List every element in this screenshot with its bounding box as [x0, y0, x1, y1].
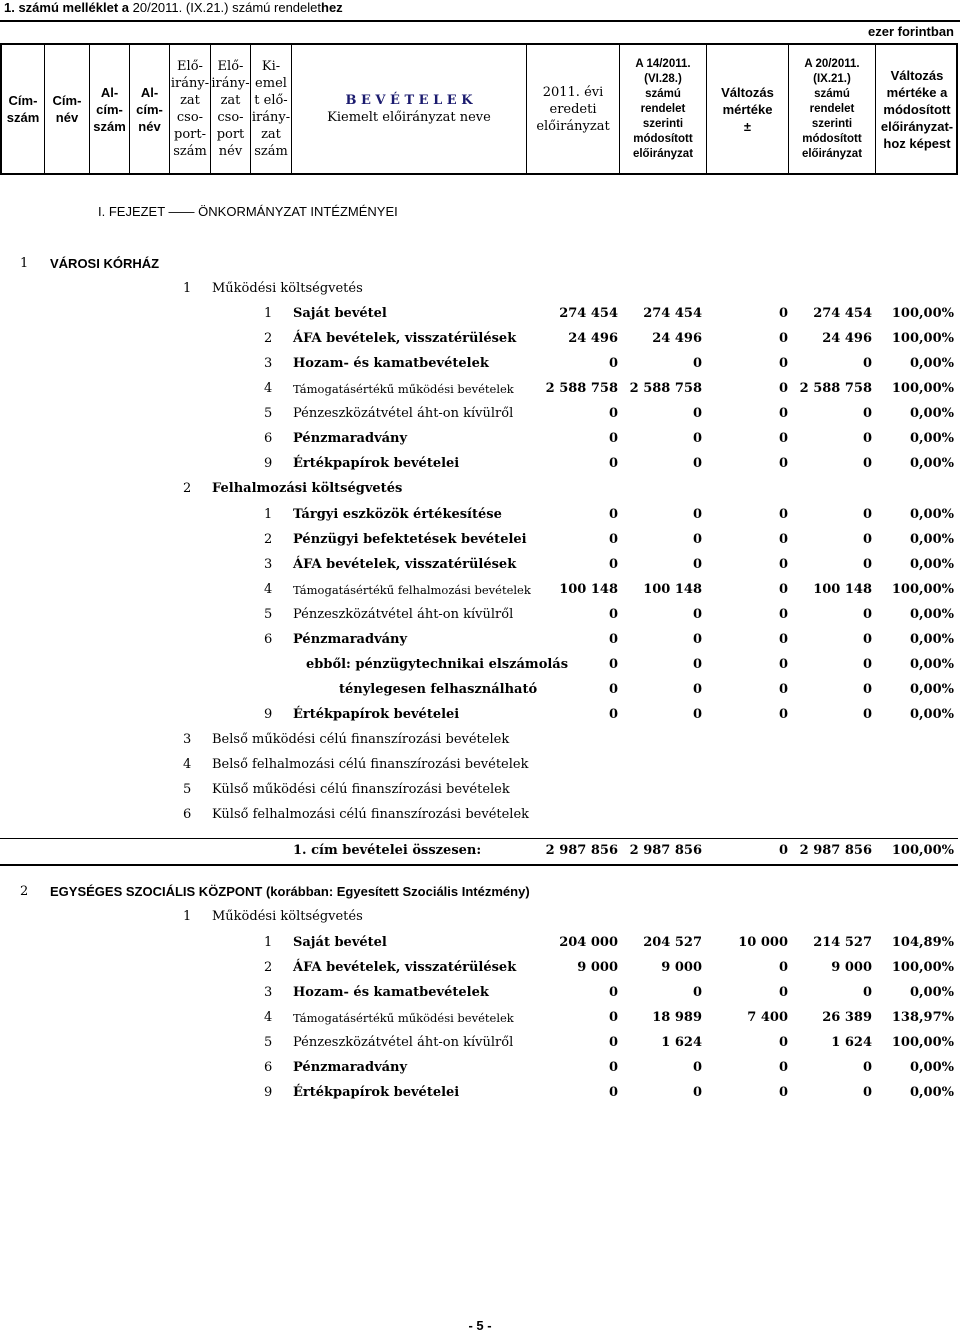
total-row [0, 840, 960, 862]
subsection-header [0, 906, 960, 928]
row-label: Értékpapírok bevételei [293, 1085, 460, 1100]
value-cell: 0 [778, 843, 788, 858]
value-cell: 0 [862, 1060, 872, 1075]
row-number: 6 [264, 632, 273, 647]
value-cell: 9 000 [831, 960, 872, 975]
value-cell: 0 [778, 381, 788, 396]
total-line-top [0, 838, 958, 839]
section-number: 1 [20, 256, 29, 271]
value-cell: 0 [608, 657, 618, 672]
value-cell: 0,00% [909, 1085, 954, 1100]
value-cell: 2 987 856 [545, 843, 618, 858]
value-cell: 0,00% [909, 1060, 954, 1075]
row-number: 1 [264, 306, 273, 321]
value-cell: 0 [608, 1010, 618, 1025]
value-cell: 0 [862, 507, 872, 522]
row-number: 1 [264, 935, 273, 950]
header-cimnev: Cím- név [45, 45, 90, 173]
value-cell: 0 [692, 682, 702, 697]
title-suffix: hez [321, 0, 343, 15]
value-cell: 2 987 856 [629, 843, 702, 858]
value-cell: 0 [778, 707, 788, 722]
row-number: 2 [264, 532, 273, 547]
subsection-header [0, 729, 960, 751]
value-cell: 0 [692, 657, 702, 672]
subsection-number: 2 [183, 481, 192, 496]
header-mod2: A 20/2011. (IX.21.) számú rendelet szerinti módosított előirányzat [789, 45, 876, 173]
row-label: Tárgyi eszközök értékesítése [293, 507, 502, 522]
value-cell: 0,00% [909, 607, 954, 622]
row-label: Értékpapírok bevételei [293, 707, 460, 722]
row-label: Pénzmaradvány [293, 1060, 408, 1075]
header-bevetelek [292, 45, 527, 173]
total-line-bottom [0, 864, 958, 866]
subsection-name: Működési költségvetés [212, 281, 363, 296]
row-number: 4 [264, 1010, 273, 1025]
subsection-name: Működési költségvetés [212, 909, 363, 924]
value-cell: 274 454 [559, 306, 618, 321]
row-label: ÁFA bevételek, visszatérülések [293, 331, 517, 346]
value-cell: 0 [608, 532, 618, 547]
chapter-title: I. FEJEZET —— ÖNKORMÁNYZAT INTÉZMÉNYEI [98, 204, 398, 219]
value-cell: 0 [778, 985, 788, 1000]
value-cell: 2 588 758 [629, 381, 702, 396]
row-label: Pénzmaradvány [293, 632, 408, 647]
value-cell: 10 000 [738, 935, 788, 950]
row-label: Támogatásértékű működési bevételek [293, 382, 514, 396]
value-cell: 0 [608, 1060, 618, 1075]
row-number: 9 [264, 1085, 273, 1100]
value-cell: 24 496 [568, 331, 618, 346]
row-number: 4 [264, 381, 273, 396]
subsection-header [0, 779, 960, 801]
value-cell: 0 [608, 356, 618, 371]
value-cell: 0 [692, 985, 702, 1000]
value-cell: 18 989 [652, 1010, 702, 1025]
subsection-name: Felhalmozási költségvetés [212, 481, 403, 496]
row-number: 5 [264, 1035, 273, 1050]
value-cell: 24 496 [652, 331, 702, 346]
section-number: 2 [20, 884, 29, 899]
value-cell: 0 [778, 1085, 788, 1100]
row-label: Pénzeszközátvétel áht-on kívülről [293, 607, 514, 622]
value-cell: 0 [778, 657, 788, 672]
header-eloiranyzat-csoport-nev: Elő- irány- zat cso- port név [211, 45, 251, 173]
value-cell: 0,00% [909, 532, 954, 547]
value-cell: 204 000 [559, 935, 618, 950]
row-label: ebből: pénzügytechnikai elszámolás [306, 657, 569, 672]
value-cell: 0 [692, 607, 702, 622]
row-label: Pénzeszközátvétel áht-on kívülről [293, 406, 514, 421]
value-cell: 274 454 [813, 306, 872, 321]
header-eredeti: 2011. évi eredeti előirányzat [527, 45, 620, 173]
row-number: 6 [264, 1060, 273, 1075]
value-cell: 100 148 [559, 582, 618, 597]
row-number: 3 [264, 985, 273, 1000]
value-cell: 0 [778, 356, 788, 371]
value-cell: 0 [862, 707, 872, 722]
header-valtozas2: Változás mértéke a módosított előirányzat- hoz képest [880, 67, 954, 151]
value-cell: 100,00% [891, 843, 954, 858]
subsection-name: Külső felhalmozási célú finanszírozási bevételek [212, 807, 530, 822]
value-cell: 0 [778, 607, 788, 622]
subsection-name: Belső működési célú finanszírozási bevételek [212, 732, 510, 747]
value-cell: 2 987 856 [799, 843, 872, 858]
row-label: Saját bevétel [293, 306, 387, 321]
subsection-number: 6 [183, 807, 192, 822]
row-label: Támogatásértékű felhalmozási bevételek [293, 583, 531, 597]
header-alcimszam: Al- cím- szám [90, 45, 130, 173]
title-bold: 1. számú melléklet a [4, 0, 130, 15]
value-cell: 0,00% [909, 356, 954, 371]
subsection-header [0, 804, 960, 826]
row-number: 4 [264, 582, 273, 597]
value-cell: 0 [778, 532, 788, 547]
table-row [0, 704, 960, 726]
table-row [0, 378, 960, 400]
subsection-header [0, 754, 960, 776]
page-number: - 5 - [468, 1318, 492, 1333]
value-cell: 1 624 [831, 1035, 872, 1050]
value-cell: 0 [862, 657, 872, 672]
value-cell: 0 [862, 532, 872, 547]
value-cell: 0 [862, 456, 872, 471]
value-cell: 0 [692, 532, 702, 547]
header-cimszam: Cím- szám [2, 45, 45, 173]
row-label: ténylegesen felhasználható [339, 682, 538, 697]
value-cell: 204 527 [643, 935, 702, 950]
table-row [0, 1007, 960, 1029]
row-number: 6 [264, 431, 273, 446]
value-cell: 100,00% [891, 582, 954, 597]
table-row [0, 428, 960, 450]
table-row [0, 403, 960, 425]
value-cell: 0 [778, 306, 788, 321]
row-label: Értékpapírok bevételei [293, 456, 460, 471]
value-cell: 7 400 [747, 1010, 788, 1025]
value-cell: 0 [692, 406, 702, 421]
value-cell: 0 [862, 356, 872, 371]
row-number: 9 [264, 707, 273, 722]
table-row [0, 629, 960, 651]
value-cell: 0 [862, 557, 872, 572]
section-name: EGYSÉGES SZOCIÁLIS KÖZPONT (korábban: Egyesített Szociális Intézmény) [50, 884, 530, 899]
row-number: 5 [264, 406, 273, 421]
value-cell: 0 [778, 406, 788, 421]
value-cell: 0 [692, 1085, 702, 1100]
value-cell: 0 [778, 456, 788, 471]
subsection-number: 4 [183, 757, 192, 772]
value-cell: 0 [608, 1085, 618, 1100]
value-cell: 0,00% [909, 657, 954, 672]
row-number: 2 [264, 331, 273, 346]
value-cell: 0 [692, 557, 702, 572]
row-label: Saját bevétel [293, 935, 387, 950]
value-cell: 0 [862, 607, 872, 622]
value-cell: 214 527 [813, 935, 872, 950]
subsection-name: Külső működési célú finanszírozási bevételek [212, 782, 510, 797]
value-cell: 0 [692, 507, 702, 522]
value-cell: 0 [862, 1085, 872, 1100]
row-label: Pénzeszközátvétel áht-on kívülről [293, 1035, 514, 1050]
header-eloiranyzat-csoport-szam: Elő- irány- zat cso- port- szám [170, 45, 211, 173]
value-cell: 0 [608, 557, 618, 572]
table-row [0, 554, 960, 576]
value-cell: 100,00% [891, 1035, 954, 1050]
value-cell: 0 [862, 431, 872, 446]
header-alcimnev: Al- cím- név [130, 45, 170, 173]
value-cell: 0 [862, 632, 872, 647]
subsection-name: Belső felhalmozási célú finanszírozási bevételek [212, 757, 529, 772]
row-label: Hozam- és kamatbevételek [293, 985, 489, 1000]
table-row [0, 328, 960, 350]
row-label: ÁFA bevételek, visszatérülések [293, 960, 517, 975]
value-cell: 0 [778, 331, 788, 346]
table-row [0, 679, 960, 701]
value-cell: 0 [778, 1060, 788, 1075]
row-number: 2 [264, 960, 273, 975]
row-label: Pénzügyi befektetések bevételei [293, 532, 527, 547]
value-cell: 0,00% [909, 406, 954, 421]
value-cell: 0 [778, 960, 788, 975]
row-number: 9 [264, 456, 273, 471]
value-cell: 0 [862, 682, 872, 697]
value-cell: 0 [778, 431, 788, 446]
value-cell: 0,00% [909, 456, 954, 471]
table-row [0, 504, 960, 526]
subsection-header [0, 478, 960, 500]
row-number: 5 [264, 607, 273, 622]
value-cell: 0 [692, 632, 702, 647]
value-cell: 100 148 [643, 582, 702, 597]
table-row [0, 529, 960, 551]
header-bevetelek-title: B E V É T E L E K [345, 93, 473, 108]
value-cell: 26 389 [822, 1010, 872, 1025]
value-cell: 0 [608, 1035, 618, 1050]
value-cell: 0 [692, 707, 702, 722]
table-row [0, 353, 960, 375]
row-label: Hozam- és kamatbevételek [293, 356, 489, 371]
value-cell: 100 148 [813, 582, 872, 597]
value-cell: 100,00% [891, 306, 954, 321]
value-cell: 0 [862, 406, 872, 421]
header-mod1: A 14/2011. (VI.28.) számú rendelet szerinti módosított előirányzat [620, 45, 707, 173]
value-cell: 2 588 758 [799, 381, 872, 396]
value-cell: 0 [608, 607, 618, 622]
value-cell: 0 [608, 985, 618, 1000]
value-cell: 0,00% [909, 707, 954, 722]
value-cell: 2 588 758 [545, 381, 618, 396]
value-cell: 0 [778, 1035, 788, 1050]
value-cell: 0 [692, 1060, 702, 1075]
value-cell: 24 496 [822, 331, 872, 346]
value-cell: 0 [692, 431, 702, 446]
value-cell: 0 [608, 456, 618, 471]
table-row [0, 957, 960, 979]
section-header [0, 253, 960, 275]
row-label: Pénzmaradvány [293, 431, 408, 446]
table-row [0, 1057, 960, 1079]
value-cell: 0 [778, 632, 788, 647]
value-cell: 0 [608, 707, 618, 722]
header-table [0, 43, 958, 175]
table-row [0, 579, 960, 601]
value-cell: 0 [608, 431, 618, 446]
section-name: VÁROSI KÓRHÁZ [50, 256, 160, 271]
row-number: 1 [264, 507, 273, 522]
value-cell: 0 [692, 456, 702, 471]
row-number: 3 [264, 356, 273, 371]
document-title [4, 0, 343, 15]
value-cell: 0 [608, 406, 618, 421]
value-cell: 138,97% [891, 1010, 954, 1025]
value-cell: 100,00% [891, 331, 954, 346]
subsection-number: 3 [183, 732, 192, 747]
value-cell: 0 [778, 507, 788, 522]
value-cell: 0 [608, 682, 618, 697]
table-row [0, 453, 960, 475]
value-cell: 0,00% [909, 682, 954, 697]
value-cell: 0 [778, 682, 788, 697]
table-row [0, 604, 960, 626]
subsection-number: 1 [183, 909, 192, 924]
row-number: 3 [264, 557, 273, 572]
table-row [0, 932, 960, 954]
title-underline [0, 20, 960, 22]
row-label: Támogatásértékű működési bevételek [293, 1011, 514, 1025]
value-cell: 9 000 [577, 960, 618, 975]
table-row [0, 982, 960, 1004]
subsection-header [0, 278, 960, 300]
header-kiemelt-neve: Kiemelt előirányzat neve [327, 110, 491, 125]
value-cell: 0 [778, 557, 788, 572]
value-cell: 100,00% [891, 960, 954, 975]
subsection-number: 5 [183, 782, 192, 797]
section-header [0, 881, 960, 903]
value-cell: 0 [862, 985, 872, 1000]
value-cell: 0,00% [909, 632, 954, 647]
total-label: 1. cím bevételei összesen: [293, 843, 482, 858]
value-cell: 274 454 [643, 306, 702, 321]
header-kiemelt-szam: Ki- emel t elő- irány- zat szám [251, 45, 292, 173]
title-rest: 20/2011. (IX.21.) számú rendelet [129, 0, 321, 15]
value-cell: 0 [608, 507, 618, 522]
table-row [0, 654, 960, 676]
value-cell: 0,00% [909, 507, 954, 522]
value-cell: 0,00% [909, 431, 954, 446]
value-cell: 104,89% [891, 935, 954, 950]
table-row [0, 1082, 960, 1104]
value-cell: 9 000 [661, 960, 702, 975]
value-cell: 1 624 [661, 1035, 702, 1050]
header-valtozas: Változás mértéke ± [707, 45, 789, 173]
value-cell: 0 [692, 356, 702, 371]
unit-label: ezer forintban [868, 24, 954, 39]
row-label: ÁFA bevételek, visszatérülések [293, 557, 517, 572]
value-cell: 100,00% [891, 381, 954, 396]
table-row [0, 303, 960, 325]
value-cell: 0,00% [909, 557, 954, 572]
table-row [0, 1032, 960, 1054]
value-cell: 0 [608, 632, 618, 647]
value-cell: 0,00% [909, 985, 954, 1000]
subsection-number: 1 [183, 281, 192, 296]
value-cell: 0 [778, 582, 788, 597]
